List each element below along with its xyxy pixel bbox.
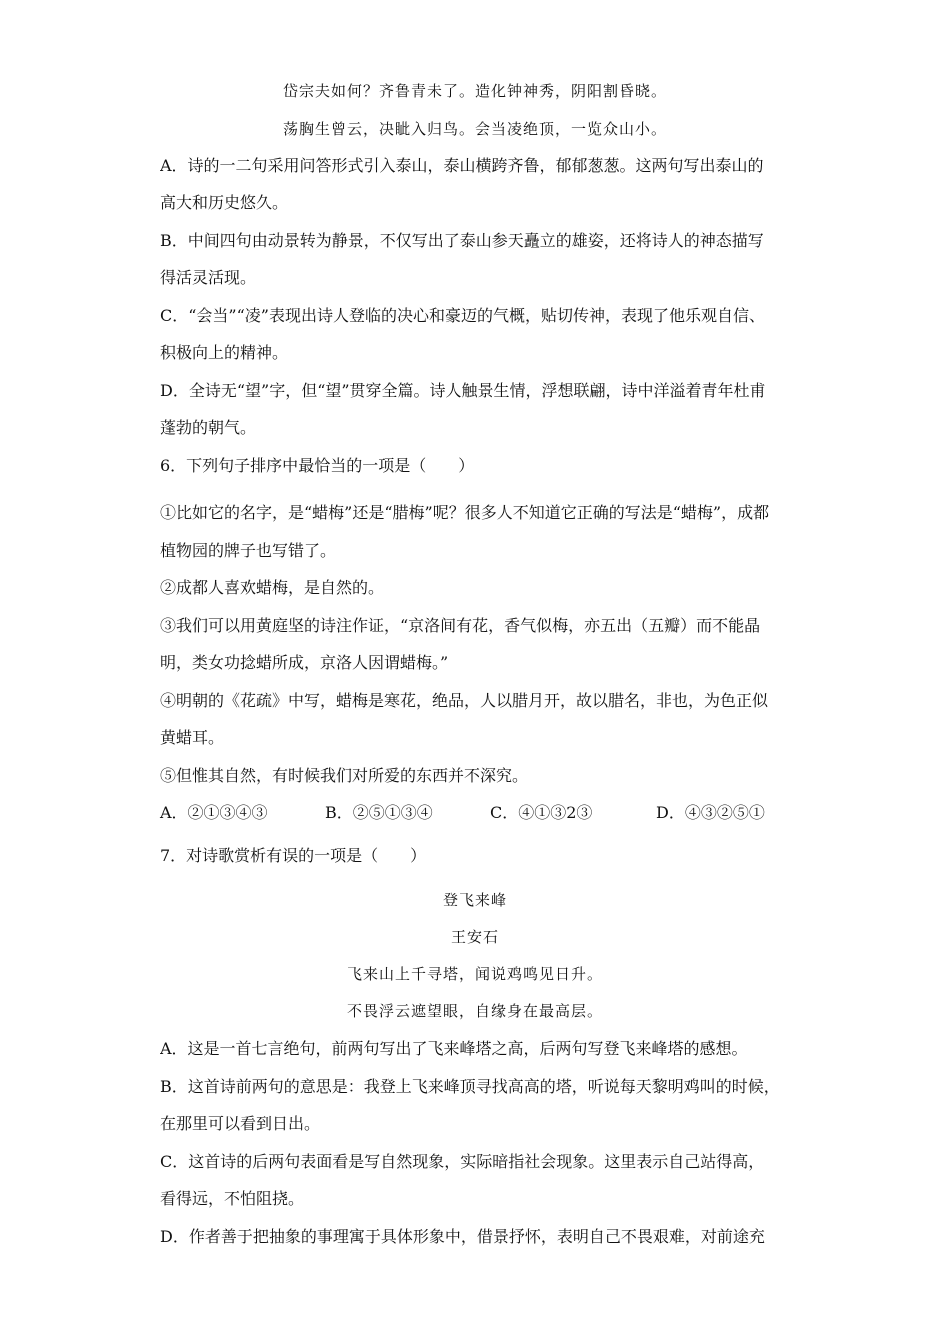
- q7-option-b: B．这首诗前两句的意思是：我登上飞来峰顶寻找高高的塔，听说每天黎明鸡叫的时候，: [160, 1077, 780, 1096]
- option-a-text: A．诗的一二句采用问答形式引入泰山，泰山横跨齐鲁，郁郁葱葱。这两句写出泰山的: [160, 156, 764, 175]
- poem-line: 岱宗夫如何？齐鲁青未了。造化钟神秀，阴阳割昏晓。: [282, 82, 667, 100]
- sentence-4-cont: 黄蜡耳。: [160, 728, 225, 747]
- sentence-1-cont: 植物园的牌子也写错了。: [160, 541, 337, 560]
- q7-option-b-cont: 在那里可以看到日出。: [160, 1114, 321, 1133]
- poem-author: 王安石: [450, 928, 499, 946]
- sentence-5: ⑤但惟其自然，有时候我们对所爱的东西并不深究。: [160, 766, 529, 785]
- q7-option-c-cont: 看得远，不怕阻挠。: [160, 1189, 305, 1208]
- q7-option-d: D．作者善于把抽象的事理寓于具体形象中，借景抒怀，表明自己不畏艰难，对前途充: [160, 1227, 765, 1246]
- option-d-text: D．全诗无“望”字，但“望”贯穿全篇。诗人触景生情，浮想联翩，诗中洋溢着青年杜甫: [160, 381, 766, 400]
- emphasis-char: 最: [298, 456, 315, 475]
- sentence-4: ④明朝的《花疏》中写，蜡梅是寒花，绝品，人以腊月开，故以腊名，非也，为色正似: [160, 691, 769, 710]
- stem-prefix: 6．下列句子排序中: [160, 456, 299, 475]
- emphasis-char: 恰: [314, 456, 331, 475]
- choice-b: B．②⑤①③④: [325, 803, 433, 822]
- option-a-text-cont: 高大和历史悠久。: [160, 193, 289, 212]
- option-d-text-cont: 蓬勃的朝气。: [160, 418, 257, 437]
- poem-line: 荡胸生曾云，决眦入归鸟。会当凌绝顶，一览众山小。: [282, 120, 667, 138]
- poem-line: 飞来山上千寻塔，闻说鸡鸣见日升。: [346, 965, 603, 983]
- option-b-text-cont: 得活灵活现。: [160, 268, 257, 287]
- option-c-text: C．“会当”“凌”表现出诗人登临的决心和豪迈的气概，贴切传神，表现了他乐观自信、: [160, 306, 765, 325]
- choice-c: C．④①③2③: [490, 803, 593, 822]
- choice-a: A．②①③④③: [160, 803, 268, 822]
- sentence-3: ③我们可以用黄庭坚的诗注作证，“京洛间有花，香气似梅，亦五出（五瓣）而不能晶: [160, 616, 761, 635]
- sentence-2: ②成都人喜欢蜡梅，是自然的。: [160, 578, 385, 597]
- option-b-text: B．中间四句由动景转为静景，不仅写出了泰山参天矗立的雄姿，还将诗人的神态描写: [160, 231, 764, 250]
- poem-line: 不畏浮云遮望眼，自缘身在最高层。: [346, 1002, 603, 1020]
- emphasis-char: 当: [330, 456, 347, 475]
- question-6-stem: [160, 456, 792, 476]
- q7-option-c: C．这首诗的后两句表面看是写自然现象，实际暗指社会现象。这里表示自己站得高，: [160, 1152, 765, 1171]
- question-7-stem: 7．对诗歌赏析有误的一项是（ ）: [160, 846, 427, 865]
- sentence-3-cont: 明，类女功捻蜡所成，京洛人因谓蜡梅。”: [160, 653, 449, 672]
- choice-d: D．④③②⑤①: [656, 803, 765, 822]
- stem-suffix: 的一项是（ ）: [346, 456, 475, 475]
- sentence-1: ①比如它的名字，是“蜡梅”还是“腊梅”呢？很多人不知道它正确的写法是“蜡梅”，成都: [160, 503, 770, 522]
- q7-option-a: A．这是一首七言绝句，前两句写出了飞来峰塔之高，后两句写登飞来峰塔的感想。: [160, 1039, 748, 1058]
- option-c-text-cont: 积极向上的精神。: [160, 343, 289, 362]
- poem-title: 登飞来峰: [442, 891, 507, 909]
